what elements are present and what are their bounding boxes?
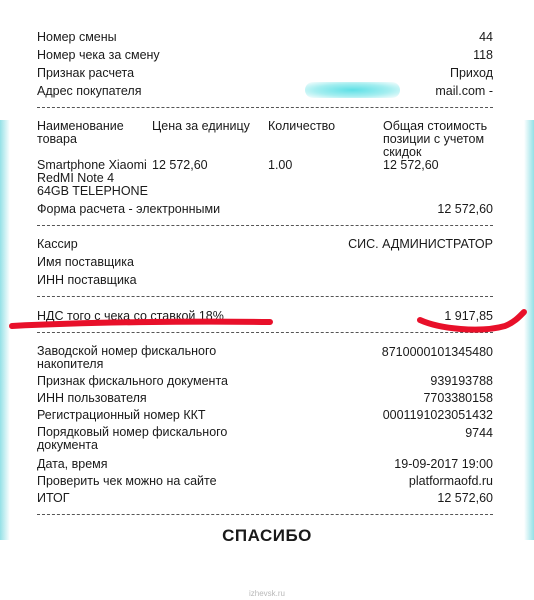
- supplier-name-label: Имя поставщика: [37, 255, 134, 269]
- separator: [37, 225, 493, 226]
- watermark: izhevsk.ru: [248, 589, 285, 598]
- check-number-value: 118: [473, 48, 493, 62]
- item-qty: 1.00: [268, 158, 293, 172]
- fd-number-value: 9744: [465, 426, 493, 440]
- fd-sign-value: 939193788: [430, 374, 493, 388]
- user-inn-value: 7703380158: [423, 391, 493, 405]
- vat-value: 1 917,85: [444, 309, 493, 323]
- user-inn-label: ИНН пользователя: [37, 391, 147, 405]
- photo-edge-right: [524, 120, 534, 540]
- check-site-label: Проверить чек можно на сайте: [37, 474, 217, 488]
- datetime-label: Дата, время: [37, 457, 108, 471]
- col-header-qty: Количество: [268, 119, 336, 133]
- separator: [37, 107, 493, 108]
- item-price: 12 572,60: [152, 158, 208, 172]
- fd-number-label: Порядковый номер фискального документа: [37, 425, 228, 452]
- shift-number-label: Номер смены: [37, 30, 117, 44]
- fn-number-value: 8710000101345480: [381, 345, 493, 359]
- item-name: Smartphone Xiaomi RedMI Note 4 64GB TELEPHONE: [37, 158, 148, 198]
- thanks-text: СПАСИБО: [222, 526, 312, 545]
- supplier-inn-label: ИНН поставщика: [37, 273, 137, 287]
- item-total: 12 572,60: [383, 158, 439, 172]
- calc-sign-value: Приход: [450, 66, 493, 80]
- separator: [37, 514, 493, 515]
- vat-label: НДС того с чека со ставкой 18%: [37, 309, 224, 323]
- check-number-label: Номер чека за смену: [37, 48, 160, 62]
- kkt-reg-value: 0001191023051432: [382, 408, 493, 422]
- fn-number-label: Заводской номер фискального накопителя: [37, 344, 217, 371]
- datetime-value: 19-09-2017 19:00: [394, 457, 493, 471]
- col-header-name: Наименование товара: [37, 119, 124, 146]
- col-header-price: Цена за единицу: [152, 119, 250, 133]
- privacy-blur: [305, 82, 400, 98]
- separator: [37, 332, 493, 333]
- separator: [37, 296, 493, 297]
- payment-form-value: 12 572,60: [437, 202, 493, 216]
- cashier-value: СИС. АДМИНИСТРАТОР: [348, 237, 493, 251]
- total-value: 12 572,60: [437, 491, 493, 505]
- total-label: ИТОГ: [37, 491, 70, 505]
- buyer-address-value: mail.com -: [435, 84, 493, 98]
- payment-form-label: Форма расчета - электронными: [37, 202, 221, 216]
- check-site-value: platformaofd.ru: [408, 474, 493, 488]
- fd-sign-label: Признак фискального документа: [37, 374, 228, 388]
- shift-number-value: 44: [479, 30, 493, 44]
- col-header-total: Общая стоимость позиции с учетом скидок: [383, 119, 488, 159]
- calc-sign-label: Признак расчета: [37, 66, 135, 80]
- photo-edge-left: [0, 120, 10, 540]
- kkt-reg-label: Регистрационный номер ККТ: [37, 408, 206, 422]
- cashier-label: Кассир: [37, 237, 78, 251]
- buyer-address-label: Адрес покупателя: [37, 84, 142, 98]
